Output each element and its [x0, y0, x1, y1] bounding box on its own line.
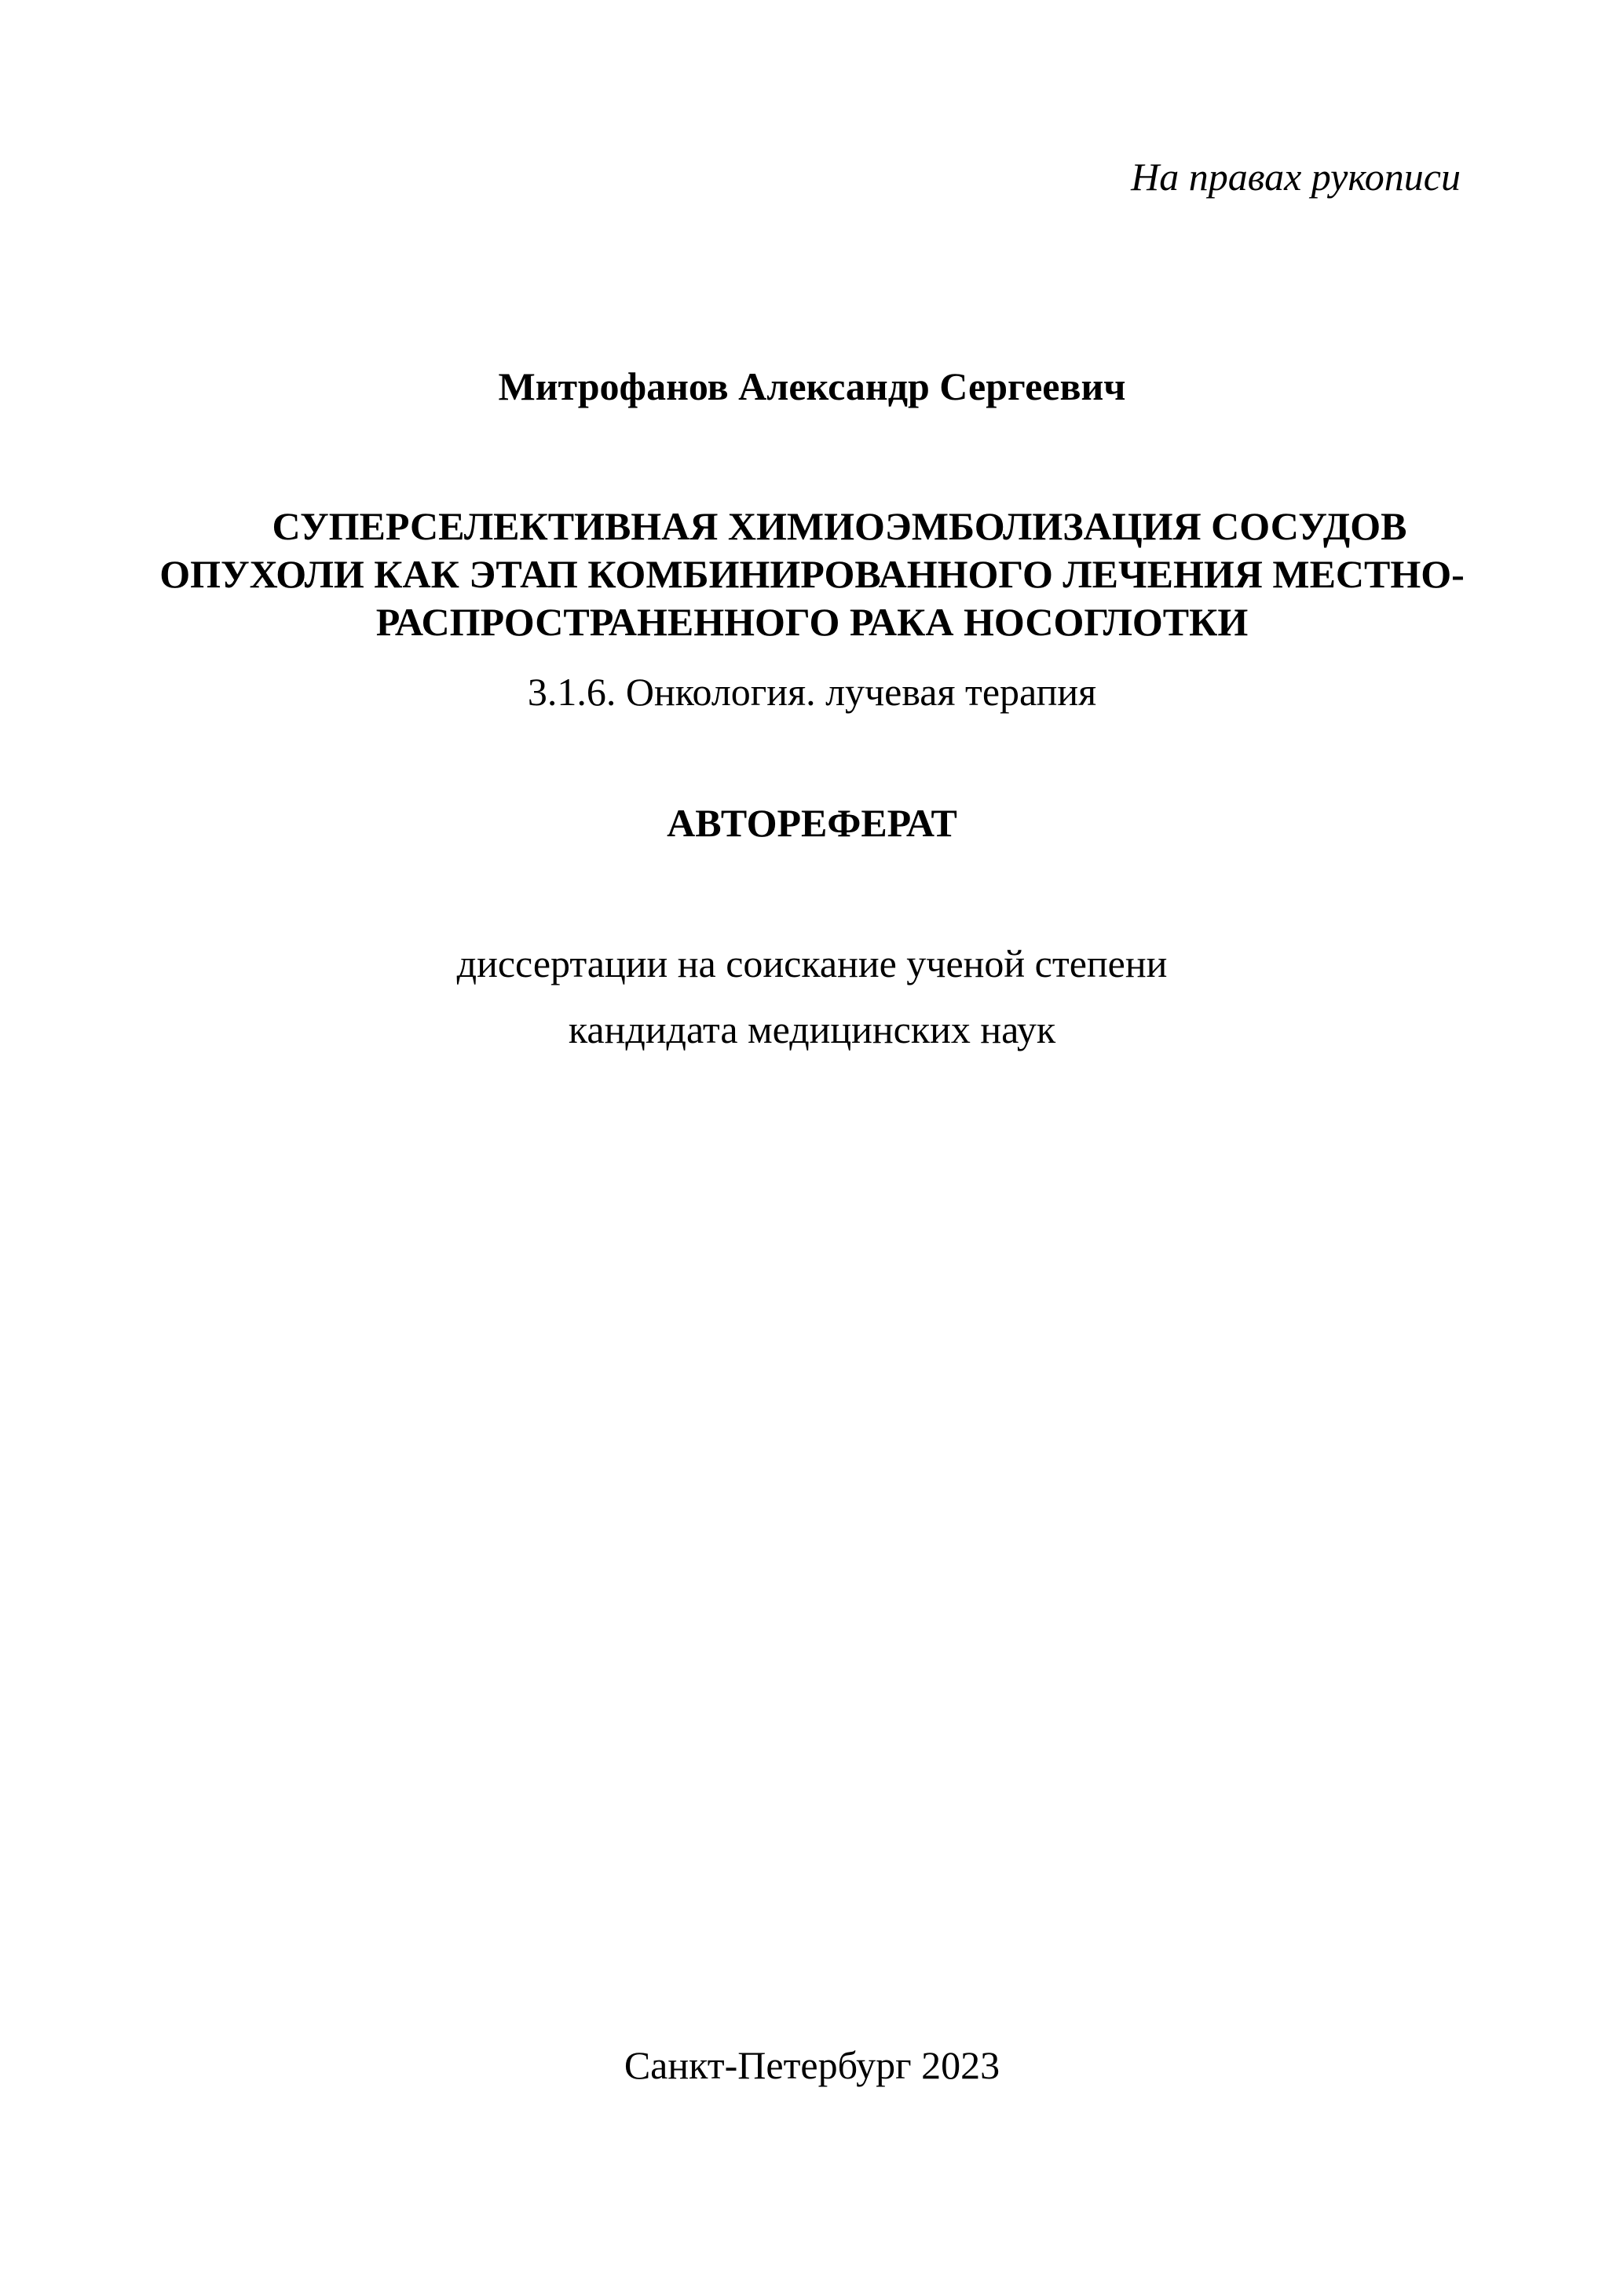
title-line-3: РАСПРОСТРАНЕННОГО РАКА НОСОГЛОТКИ	[375, 600, 1249, 644]
manuscript-rights-note: На правах рукописи	[1131, 155, 1461, 199]
degree-description-line-2: кандидата медицинских наук	[568, 1007, 1056, 1051]
degree-description-line-1: диссертации на соискание ученой степени	[456, 941, 1168, 985]
dissertation-title	[0, 503, 1624, 646]
author-name: Митрофанов Александр Сергеевич	[498, 364, 1126, 408]
place-and-year: Санкт-Петербург 2023	[624, 2043, 1000, 2087]
document-type-heading: АВТОРЕФЕРАТ	[667, 801, 957, 845]
specialty-code: 3.1.6. Онкология. лучевая терапия	[527, 670, 1097, 714]
title-line-1: СУПЕРСЕЛЕКТИВНАЯ ХИМИОЭМБОЛИЗАЦИЯ СОСУДОВ	[272, 504, 1407, 548]
title-line-2: ОПУХОЛИ КАК ЭТАП КОМБИНИРОВАННОГО ЛЕЧЕНИЯ МЕСТНО-	[159, 552, 1465, 596]
